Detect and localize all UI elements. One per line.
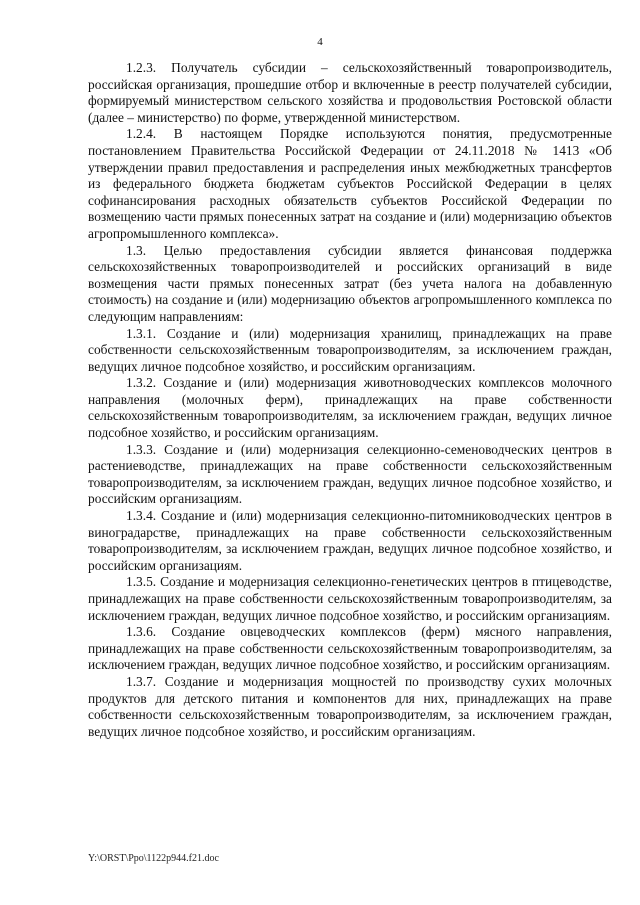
paragraph-1-3-1: 1.3.1. Создание и (или) модернизация хранилищ, принадлежащих на праве собственности сельскохозяйственным товаропроизводителям, за исключением граждан, ведущих личное подсобное хозяйство, и российским организациям. [88,325,612,374]
paragraph-1-3-3: 1.3.3. Создание и (или) модернизация селекционно-семеноводческих центров в растениеводстве, принадлежащих на праве собственности сельскохозяйственным товаропроизводителям, за исключением граждан, ведущих личное подсобное хозяйство, и российским организациям. [88,441,612,507]
document-body [88,60,612,740]
paragraph-1-3-6: 1.3.6. Создание овцеводческих комплексов (ферм) мясного направления, принадлежащих на праве собственности сельскохозяйственным товаропроизводителям, за исключением граждан, ведущих личное подсобное хозяйство, и российским организациям. [88,624,612,673]
paragraph-1-2-3: 1.2.3. Получатель субсидии – сельскохозяйственный товаропроизводитель, российская организация, прошедшие отбор и включенные в реестр получателей субсидии, формируемый министерством сельского хозяйства и продовольствия Ростовской области (далее – министерство) по форме, утвержденной министерством. [88,60,612,125]
paragraph-1-3-2: 1.3.2. Создание и (или) модернизация животноводческих комплексов молочного направления (молочных ферм), принадлежащих на праве собственности сельскохозяйственным товаропроизводителям, за исключением граждан, ведущих личное подсобное хозяйство, и российским организациям. [88,375,612,441]
paragraph-1-3-4: 1.3.4. Создание и (или) модернизация селекционно-питомниководческих центров в виноградарстве, принадлежащих на праве собственности сельскохозяйственным товаропроизводителям, за исключением граждан, ведущих личное подсобное хозяйство, и российским организациям. [88,508,612,573]
page-number: 4 [317,36,323,48]
paragraph-1-2-4: 1.2.4. В настоящем Порядке используются понятия, предусмотренные постановлением Правительства Российской Федерации от 24.11.2018 № 1413 «Об утверждении правил предоставления и распределения иных межбюджетных трансфертов из федерального бюджета бюджетам субъектов Российской Федерации в целях софинансирования расходных обязательств субъектов Российской Федерации по возмещению части прямых понесенных затрат на создание и (или) модернизацию объектов агропромышленного комплекса». [88,126,612,241]
paragraph-1-3-7: 1.3.7. Создание и модернизация мощностей по производству сухих молочных продуктов для детского питания и компонентов для них, принадлежащих на праве собственности сельскохозяйственным товаропроизводителям, за исключением граждан, ведущих личное подсобное хозяйство, и российским организациям. [88,673,612,739]
paragraph-1-3: 1.3. Целью предоставления субсидии является финансовая поддержка сельскохозяйственных товаропроизводителей и российских организаций в виде возмещения части прямых понесенных затрат (без учета налога на добавленную стоимость) на создание и (или) модернизацию объектов агропромышленного комплекса по следующим направлениям: [88,242,612,324]
paragraph-1-3-5: 1.3.5. Создание и модернизация селекционно-генетических центров в птицеводстве, принадлежащих на праве собственности сельскохозяйственным товаропроизводителям, за исключением граждан, ведущих личное подсобное хозяйство, и российским организациям. [88,574,612,623]
file-path-footer: Y:\ORST\Ppo\1122p944.f21.doc [88,853,219,864]
